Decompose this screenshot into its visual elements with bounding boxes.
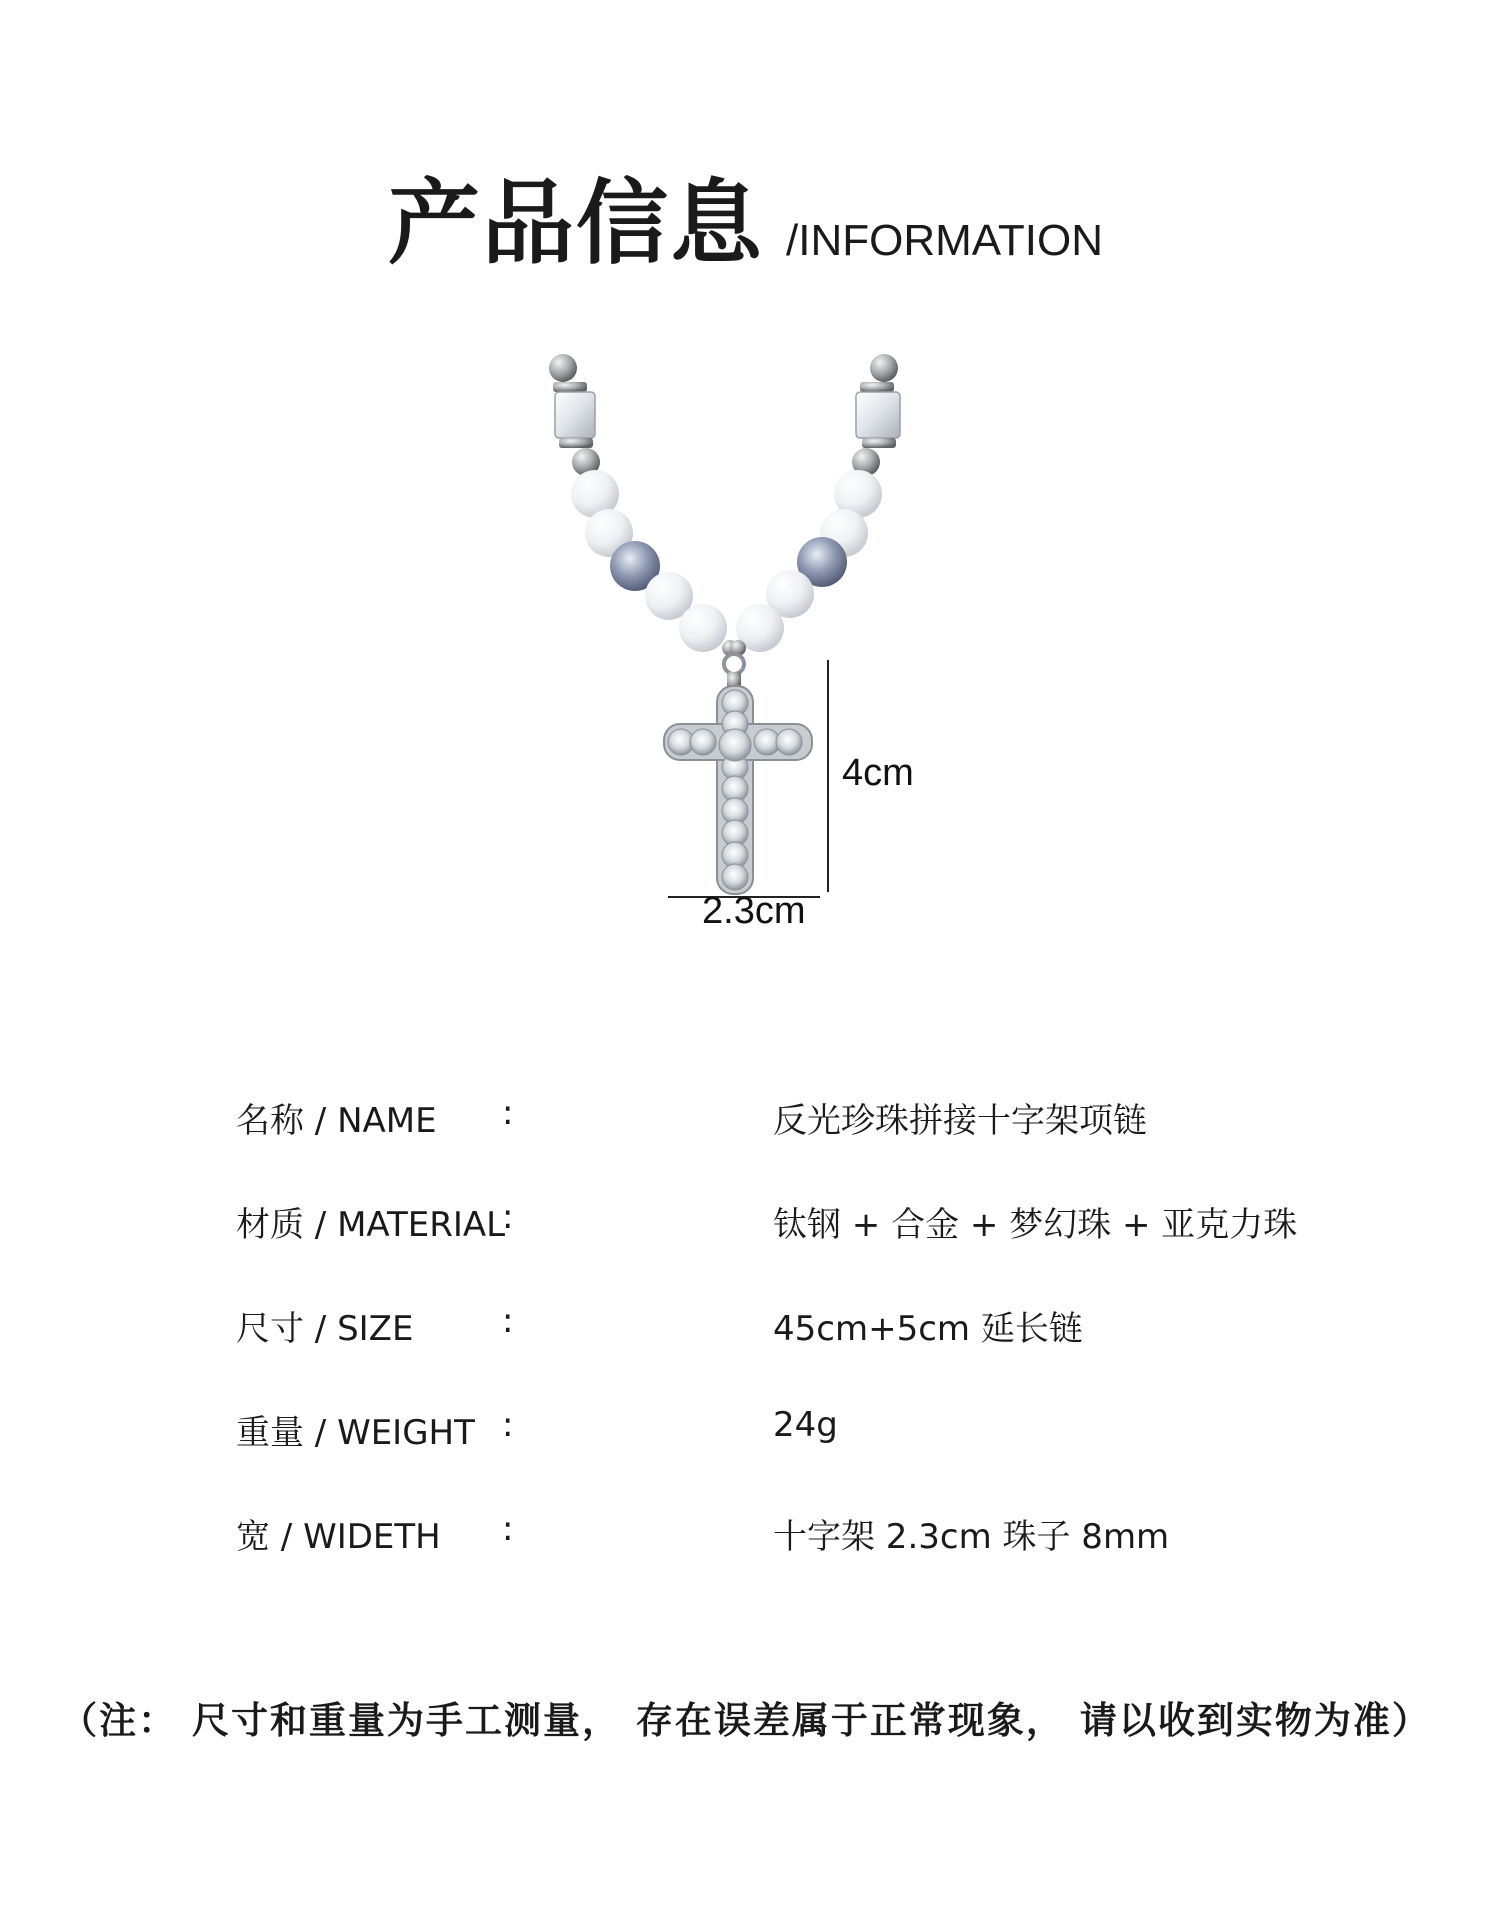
necklace-chain <box>549 354 900 690</box>
info-row-material <box>0 1197 1491 1257</box>
necklace-product-image <box>0 340 1491 960</box>
page-title: 产品信息 <box>388 170 765 277</box>
info-value: 45cm+5cm 延长链 <box>773 1309 1083 1349</box>
page-header <box>0 150 1491 282</box>
pendant-width-label: 2.3cm <box>702 890 806 932</box>
info-label: 材质 / MATERIAL <box>236 1205 506 1245</box>
info-row-size <box>0 1301 1491 1361</box>
info-label: 名称 / NAME <box>236 1101 437 1141</box>
info-label: 宽 / WIDETH <box>236 1517 441 1557</box>
info-row-width <box>0 1509 1491 1569</box>
info-colon: : <box>502 1509 514 1549</box>
info-colon: : <box>502 1093 514 1133</box>
info-value: 反光珍珠拼接十字架项链 <box>773 1101 1147 1141</box>
page-subtitle: /INFORMATION <box>786 216 1103 265</box>
measurement-note: （注： 尺寸和重量为手工测量， 存在误差属于正常现象， 请以收到实物为准） <box>60 1699 1431 1742</box>
info-colon: : <box>502 1405 514 1445</box>
info-row-weight <box>0 1405 1491 1465</box>
info-row-name <box>0 1093 1491 1153</box>
info-label: 重量 / WEIGHT <box>236 1413 475 1453</box>
info-colon: : <box>502 1197 514 1237</box>
info-value: 十字架 2.3cm 珠子 8mm <box>773 1517 1170 1557</box>
info-colon: : <box>502 1301 514 1341</box>
pendant-height-label: 4cm <box>842 752 914 794</box>
info-label: 尺寸 / SIZE <box>236 1309 414 1349</box>
info-value: 24g <box>773 1405 838 1445</box>
info-value: 钛钢 + 合金 + 梦幻珠 + 亚克力珠 <box>773 1205 1298 1245</box>
cross-pendant <box>664 686 812 894</box>
